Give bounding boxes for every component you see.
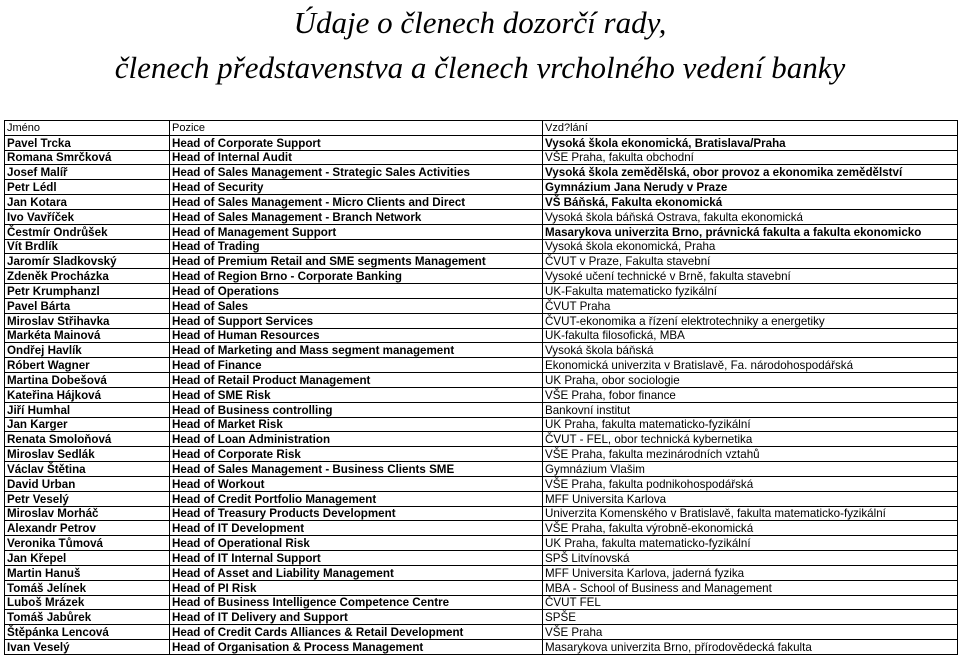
table-row xyxy=(5,209,958,224)
header-education: Vzd?lání xyxy=(543,121,958,136)
cell-position: Head of Asset and Liability Management xyxy=(170,565,543,580)
cell-position: Head of Business Intelligence Competence Centre xyxy=(170,595,543,610)
cell-education: Gymnázium Jana Nerudy v Praze xyxy=(543,180,958,195)
cell-name: Miroslav Morháč xyxy=(5,506,170,521)
table-row xyxy=(5,447,958,462)
table-row xyxy=(5,224,958,239)
cell-position: Head of Treasury Products Development xyxy=(170,506,543,521)
table-row xyxy=(5,135,958,150)
cell-education: Gymnázium Vlašim xyxy=(543,462,958,477)
cell-education: VŠE Praha xyxy=(543,625,958,640)
table-row xyxy=(5,536,958,551)
cell-position: Head of Organisation & Process Management xyxy=(170,639,543,654)
table-row xyxy=(5,432,958,447)
cell-education: ČVUT-ekonomika a řízení elektrotechniky a energetiky xyxy=(543,313,958,328)
table-row xyxy=(5,328,958,343)
cell-name: Vít Brdlík xyxy=(5,239,170,254)
cell-name: Petr Veselý xyxy=(5,491,170,506)
cell-name: Jaromír Sladkovský xyxy=(5,254,170,269)
cell-position: Head of Workout xyxy=(170,476,543,491)
cell-name: Josef Malíř xyxy=(5,165,170,180)
cell-position: Head of Management Support xyxy=(170,224,543,239)
cell-education: MFF Universita Karlova xyxy=(543,491,958,506)
cell-education: ČVUT FEL xyxy=(543,595,958,610)
page-title-line-1: Údaje o členech dozorčí rady, xyxy=(293,5,667,40)
cell-position: Head of Sales Management - Strategic Sales Activities xyxy=(170,165,543,180)
cell-education: Masarykova univerzita Brno, přírodovědecká fakulta xyxy=(543,639,958,654)
table-row xyxy=(5,565,958,580)
table-row xyxy=(5,462,958,477)
cell-name: Veronika Tůmová xyxy=(5,536,170,551)
cell-education: Vysoká škola ekonomická, Praha xyxy=(543,239,958,254)
cell-name: David Urban xyxy=(5,476,170,491)
table-row xyxy=(5,343,958,358)
cell-education: VŠE Praha, fakulta mezinárodních vztahů xyxy=(543,447,958,462)
cell-education: MFF Universita Karlova, jaderná fyzika xyxy=(543,565,958,580)
cell-education: Masarykova univerzita Brno, právnická fakulta a fakulta ekonomicko xyxy=(543,224,958,239)
cell-position: Head of IT Internal Support xyxy=(170,551,543,566)
cell-name: Pavel Bárta xyxy=(5,298,170,313)
cell-education: Vysoká škola báňská Ostrava, fakulta ekonomická xyxy=(543,209,958,224)
cell-position: Head of Region Brno - Corporate Banking xyxy=(170,269,543,284)
cell-position: Head of Sales xyxy=(170,298,543,313)
table-row xyxy=(5,402,958,417)
cell-position: Head of Operational Risk xyxy=(170,536,543,551)
cell-position: Head of Business controlling xyxy=(170,402,543,417)
cell-position: Head of Internal Audit xyxy=(170,150,543,165)
table-row xyxy=(5,165,958,180)
cell-name: Zdeněk Procházka xyxy=(5,269,170,284)
table-row xyxy=(5,610,958,625)
cell-name: Ondřej Havlík xyxy=(5,343,170,358)
cell-name: Tomáš Jabůrek xyxy=(5,610,170,625)
table-row xyxy=(5,358,958,373)
cell-education: SPŠE xyxy=(543,610,958,625)
cell-name: Tomáš Jelínek xyxy=(5,580,170,595)
cell-name: Miroslav Střihavka xyxy=(5,313,170,328)
cell-education: UK-fakulta filosofická, MBA xyxy=(543,328,958,343)
cell-position: Head of Finance xyxy=(170,358,543,373)
cell-position: Head of Sales Management - Micro Clients and Direct xyxy=(170,195,543,210)
table-row xyxy=(5,580,958,595)
cell-education: UK Praha, obor sociologie xyxy=(543,373,958,388)
table-row xyxy=(5,521,958,536)
cell-position: Head of Human Resources xyxy=(170,328,543,343)
cell-education: UK Praha, fakulta matematicko-fyzikální xyxy=(543,536,958,551)
table-row xyxy=(5,551,958,566)
cell-name: Luboš Mrázek xyxy=(5,595,170,610)
cell-position: Head of Marketing and Mass segment management xyxy=(170,343,543,358)
header-position: Pozice xyxy=(170,121,543,136)
cell-education: VŠE Praha, fakulta obchodní xyxy=(543,150,958,165)
table-row xyxy=(5,373,958,388)
cell-education: ČVUT Praha xyxy=(543,298,958,313)
table-row xyxy=(5,269,958,284)
table-row xyxy=(5,180,958,195)
cell-education: UK Praha, fakulta matematicko-fyzikální xyxy=(543,417,958,432)
table-row xyxy=(5,417,958,432)
cell-position: Head of Credit Portfolio Management xyxy=(170,491,543,506)
cell-position: Head of Corporate Support xyxy=(170,135,543,150)
cell-education: Univerzita Komenského v Bratislavě, fakulta matematicko-fyzikální xyxy=(543,506,958,521)
cell-name: Renata Smoloňová xyxy=(5,432,170,447)
table-row xyxy=(5,313,958,328)
cell-name: Jan Karger xyxy=(5,417,170,432)
page-title-line-2: členech představenstva a členech vrcholného vedení banky xyxy=(114,50,846,85)
cell-name: Ivo Vavříček xyxy=(5,209,170,224)
cell-education: Vysoká škola ekonomická, Bratislava/Praha xyxy=(543,135,958,150)
cell-position: Head of IT Delivery and Support xyxy=(170,610,543,625)
header-name: Jméno xyxy=(5,121,170,136)
cell-education: Vysoká škola zemědělská, obor provoz a ekonomika zemědělství xyxy=(543,165,958,180)
cell-education: ČVUT v Praze, Fakulta stavební xyxy=(543,254,958,269)
cell-name: Štěpánka Lencová xyxy=(5,625,170,640)
table-header-row xyxy=(5,121,958,136)
cell-name: Róbert Wagner xyxy=(5,358,170,373)
cell-name: Alexandr Petrov xyxy=(5,521,170,536)
table-row xyxy=(5,639,958,654)
cell-position: Head of Sales Management - Branch Network xyxy=(170,209,543,224)
table-row xyxy=(5,298,958,313)
cell-education: MBA - School of Business and Management xyxy=(543,580,958,595)
cell-name: Kateřina Hájková xyxy=(5,387,170,402)
members-table xyxy=(4,120,958,655)
cell-name: Jan Křepel xyxy=(5,551,170,566)
cell-name: Václav Štětina xyxy=(5,462,170,477)
cell-education: Vysoká škola báňská xyxy=(543,343,958,358)
cell-education: VŠ Báňská, Fakulta ekonomická xyxy=(543,195,958,210)
cell-position: Head of Sales Management - Business Clients SME xyxy=(170,462,543,477)
cell-education: VŠE Praha, fakulta výrobně-ekonomická xyxy=(543,521,958,536)
table-row xyxy=(5,284,958,299)
cell-position: Head of Corporate Risk xyxy=(170,447,543,462)
cell-education: Ekonomická univerzita v Bratislavě, Fa. národohospodářská xyxy=(543,358,958,373)
cell-name: Pavel Trcka xyxy=(5,135,170,150)
table-row xyxy=(5,506,958,521)
cell-position: Head of SME Risk xyxy=(170,387,543,402)
cell-position: Head of Loan Administration xyxy=(170,432,543,447)
cell-position: Head of IT Development xyxy=(170,521,543,536)
table-row xyxy=(5,595,958,610)
members-table-body xyxy=(5,121,958,655)
table-row xyxy=(5,254,958,269)
cell-education: Bankovní institut xyxy=(543,402,958,417)
cell-name: Jan Kotara xyxy=(5,195,170,210)
cell-name: Romana Smrčková xyxy=(5,150,170,165)
cell-name: Čestmír Ondrůšek xyxy=(5,224,170,239)
cell-education: VŠE Praha, fakulta podnikohospodářská xyxy=(543,476,958,491)
table-row xyxy=(5,150,958,165)
cell-position: Head of Security xyxy=(170,180,543,195)
cell-name: Martin Hanuš xyxy=(5,565,170,580)
cell-name: Martina Dobešová xyxy=(5,373,170,388)
cell-position: Head of PI Risk xyxy=(170,580,543,595)
cell-name: Petr Krumphanzl xyxy=(5,284,170,299)
cell-position: Head of Support Services xyxy=(170,313,543,328)
cell-name: Jiří Humhal xyxy=(5,402,170,417)
cell-name: Petr Lédl xyxy=(5,180,170,195)
cell-position: Head of Credit Cards Alliances & Retail Development xyxy=(170,625,543,640)
cell-name: Markéta Mainová xyxy=(5,328,170,343)
cell-education: SPŠ Litvínovská xyxy=(543,551,958,566)
cell-name: Miroslav Sedlák xyxy=(5,447,170,462)
table-row xyxy=(5,491,958,506)
table-row xyxy=(5,387,958,402)
cell-education: UK-Fakulta matematicko fyzikální xyxy=(543,284,958,299)
cell-education: Vysoké učení technické v Brně, fakulta stavební xyxy=(543,269,958,284)
cell-position: Head of Premium Retail and SME segments Management xyxy=(170,254,543,269)
table-row xyxy=(5,195,958,210)
cell-position: Head of Market Risk xyxy=(170,417,543,432)
cell-education: ČVUT - FEL, obor technická kybernetika xyxy=(543,432,958,447)
cell-education: VŠE Praha, fobor finance xyxy=(543,387,958,402)
table-row xyxy=(5,476,958,491)
cell-position: Head of Trading xyxy=(170,239,543,254)
table-row xyxy=(5,625,958,640)
cell-name: Ivan Veselý xyxy=(5,639,170,654)
table-row xyxy=(5,239,958,254)
cell-position: Head of Operations xyxy=(170,284,543,299)
cell-position: Head of Retail Product Management xyxy=(170,373,543,388)
